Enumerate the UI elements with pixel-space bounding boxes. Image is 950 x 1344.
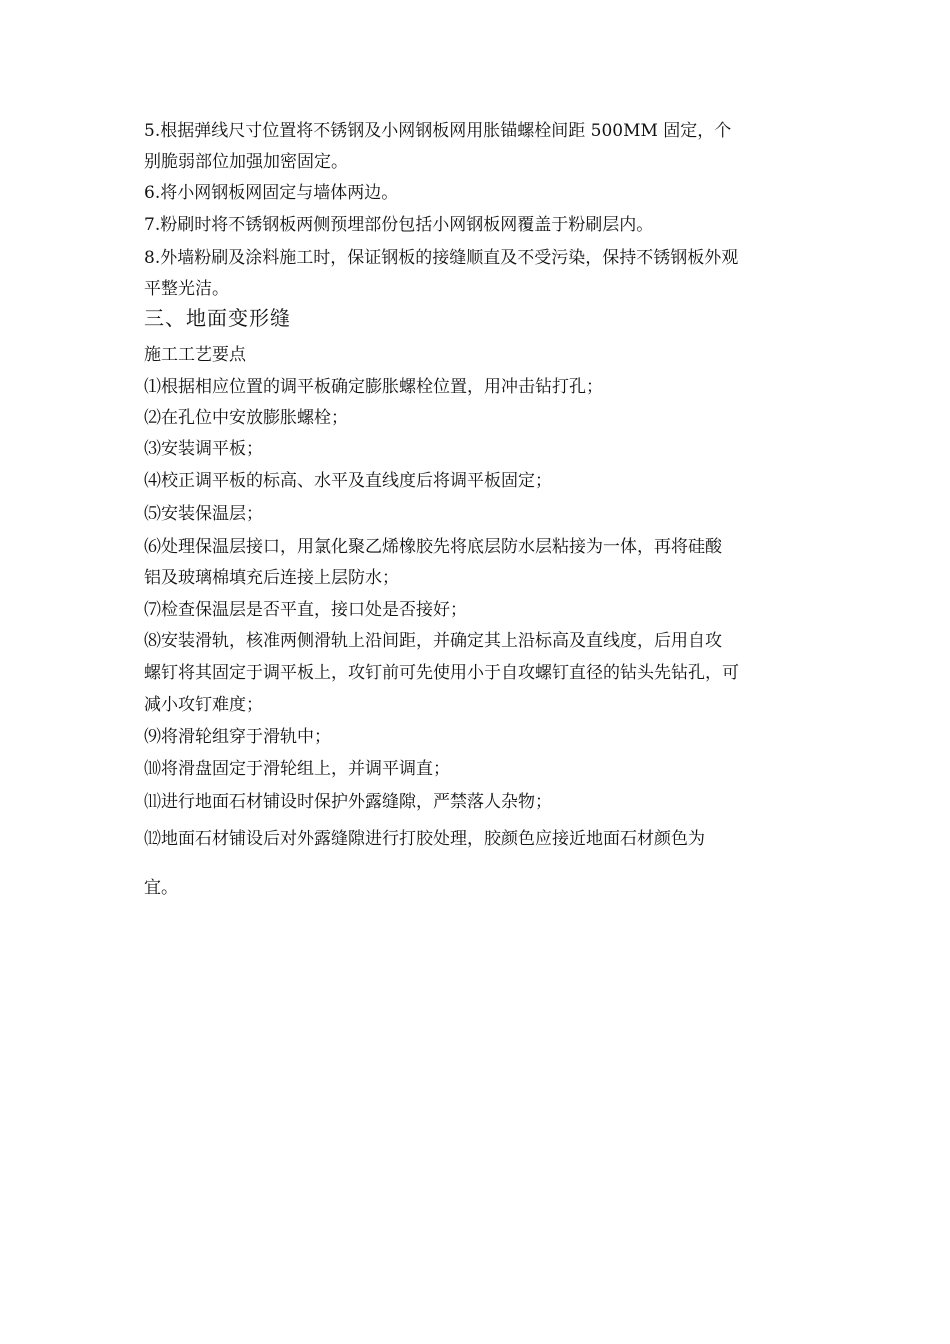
- step-12-line-1: ⑿地面石材铺设后对外露缝隙进行打胶处理，胶颜色应接近地面石材颜色为: [144, 829, 705, 849]
- paragraph-5-line-2: 别脆弱部位加强加密固定。: [144, 152, 348, 172]
- step-1: ⑴根据相应位置的调平板确定膨胀螺栓位置，用冲击钻打孔；: [144, 377, 603, 397]
- step-9: ⑼将滑轮组穿于滑轨中；: [144, 727, 331, 747]
- step-4: ⑷校正调平板的标高、水平及直线度后将调平板固定；: [144, 471, 552, 491]
- step-8-line-1: ⑻安装滑轨，核准两侧滑轨上沿间距，并确定其上沿标高及直线度，后用自攻: [144, 631, 722, 651]
- paragraph-8-line-2: 平整光洁。: [144, 279, 229, 299]
- section-heading: 三、地面变形缝: [144, 306, 291, 330]
- step-8-line-2: 螺钉将其固定于调平板上，攻钉前可先使用小于自攻螺钉直径的钻头先钻孔，可: [144, 663, 739, 683]
- step-8-line-3: 减小攻钉难度；: [144, 695, 263, 715]
- step-6-line-1: ⑹处理保温层接口，用氯化聚乙烯橡胶先将底层防水层粘接为一体，再将硅酸: [144, 537, 722, 557]
- step-2: ⑵在孔位中安放膨胀螺栓；: [144, 408, 348, 428]
- paragraph-8-line-1: 8.外墙粉刷及涂料施工时，保证钢板的接缝顺直及不受污染，保持不锈钢板外观: [144, 248, 739, 268]
- paragraph-7: 7.粉刷时将不锈钢板两侧预埋部份包括小网钢板网覆盖于粉刷层内。: [144, 215, 654, 235]
- paragraph-6: 6.将小网钢板网固定与墙体两边。: [144, 183, 399, 203]
- step-11: ⑾进行地面石材铺设时保护外露缝隙，严禁落人杂物；: [144, 792, 552, 812]
- step-7: ⑺检查保温层是否平直，接口处是否接好；: [144, 600, 467, 620]
- step-10: ⑽将滑盘固定于滑轮组上，并调平调直；: [144, 759, 450, 779]
- paragraph-5-line-1: 5.根据弹线尺寸位置将不锈钢及小网钢板网用胀锚螺栓间距 500MM 固定，个: [144, 121, 732, 141]
- step-12-line-2: 宜。: [144, 878, 178, 898]
- step-3: ⑶安装调平板；: [144, 439, 263, 459]
- subheading: 施工工艺要点: [144, 345, 246, 365]
- step-5: ⑸安装保温层；: [144, 504, 263, 524]
- step-6-line-2: 铝及玻璃棉填充后连接上层防水；: [144, 568, 399, 588]
